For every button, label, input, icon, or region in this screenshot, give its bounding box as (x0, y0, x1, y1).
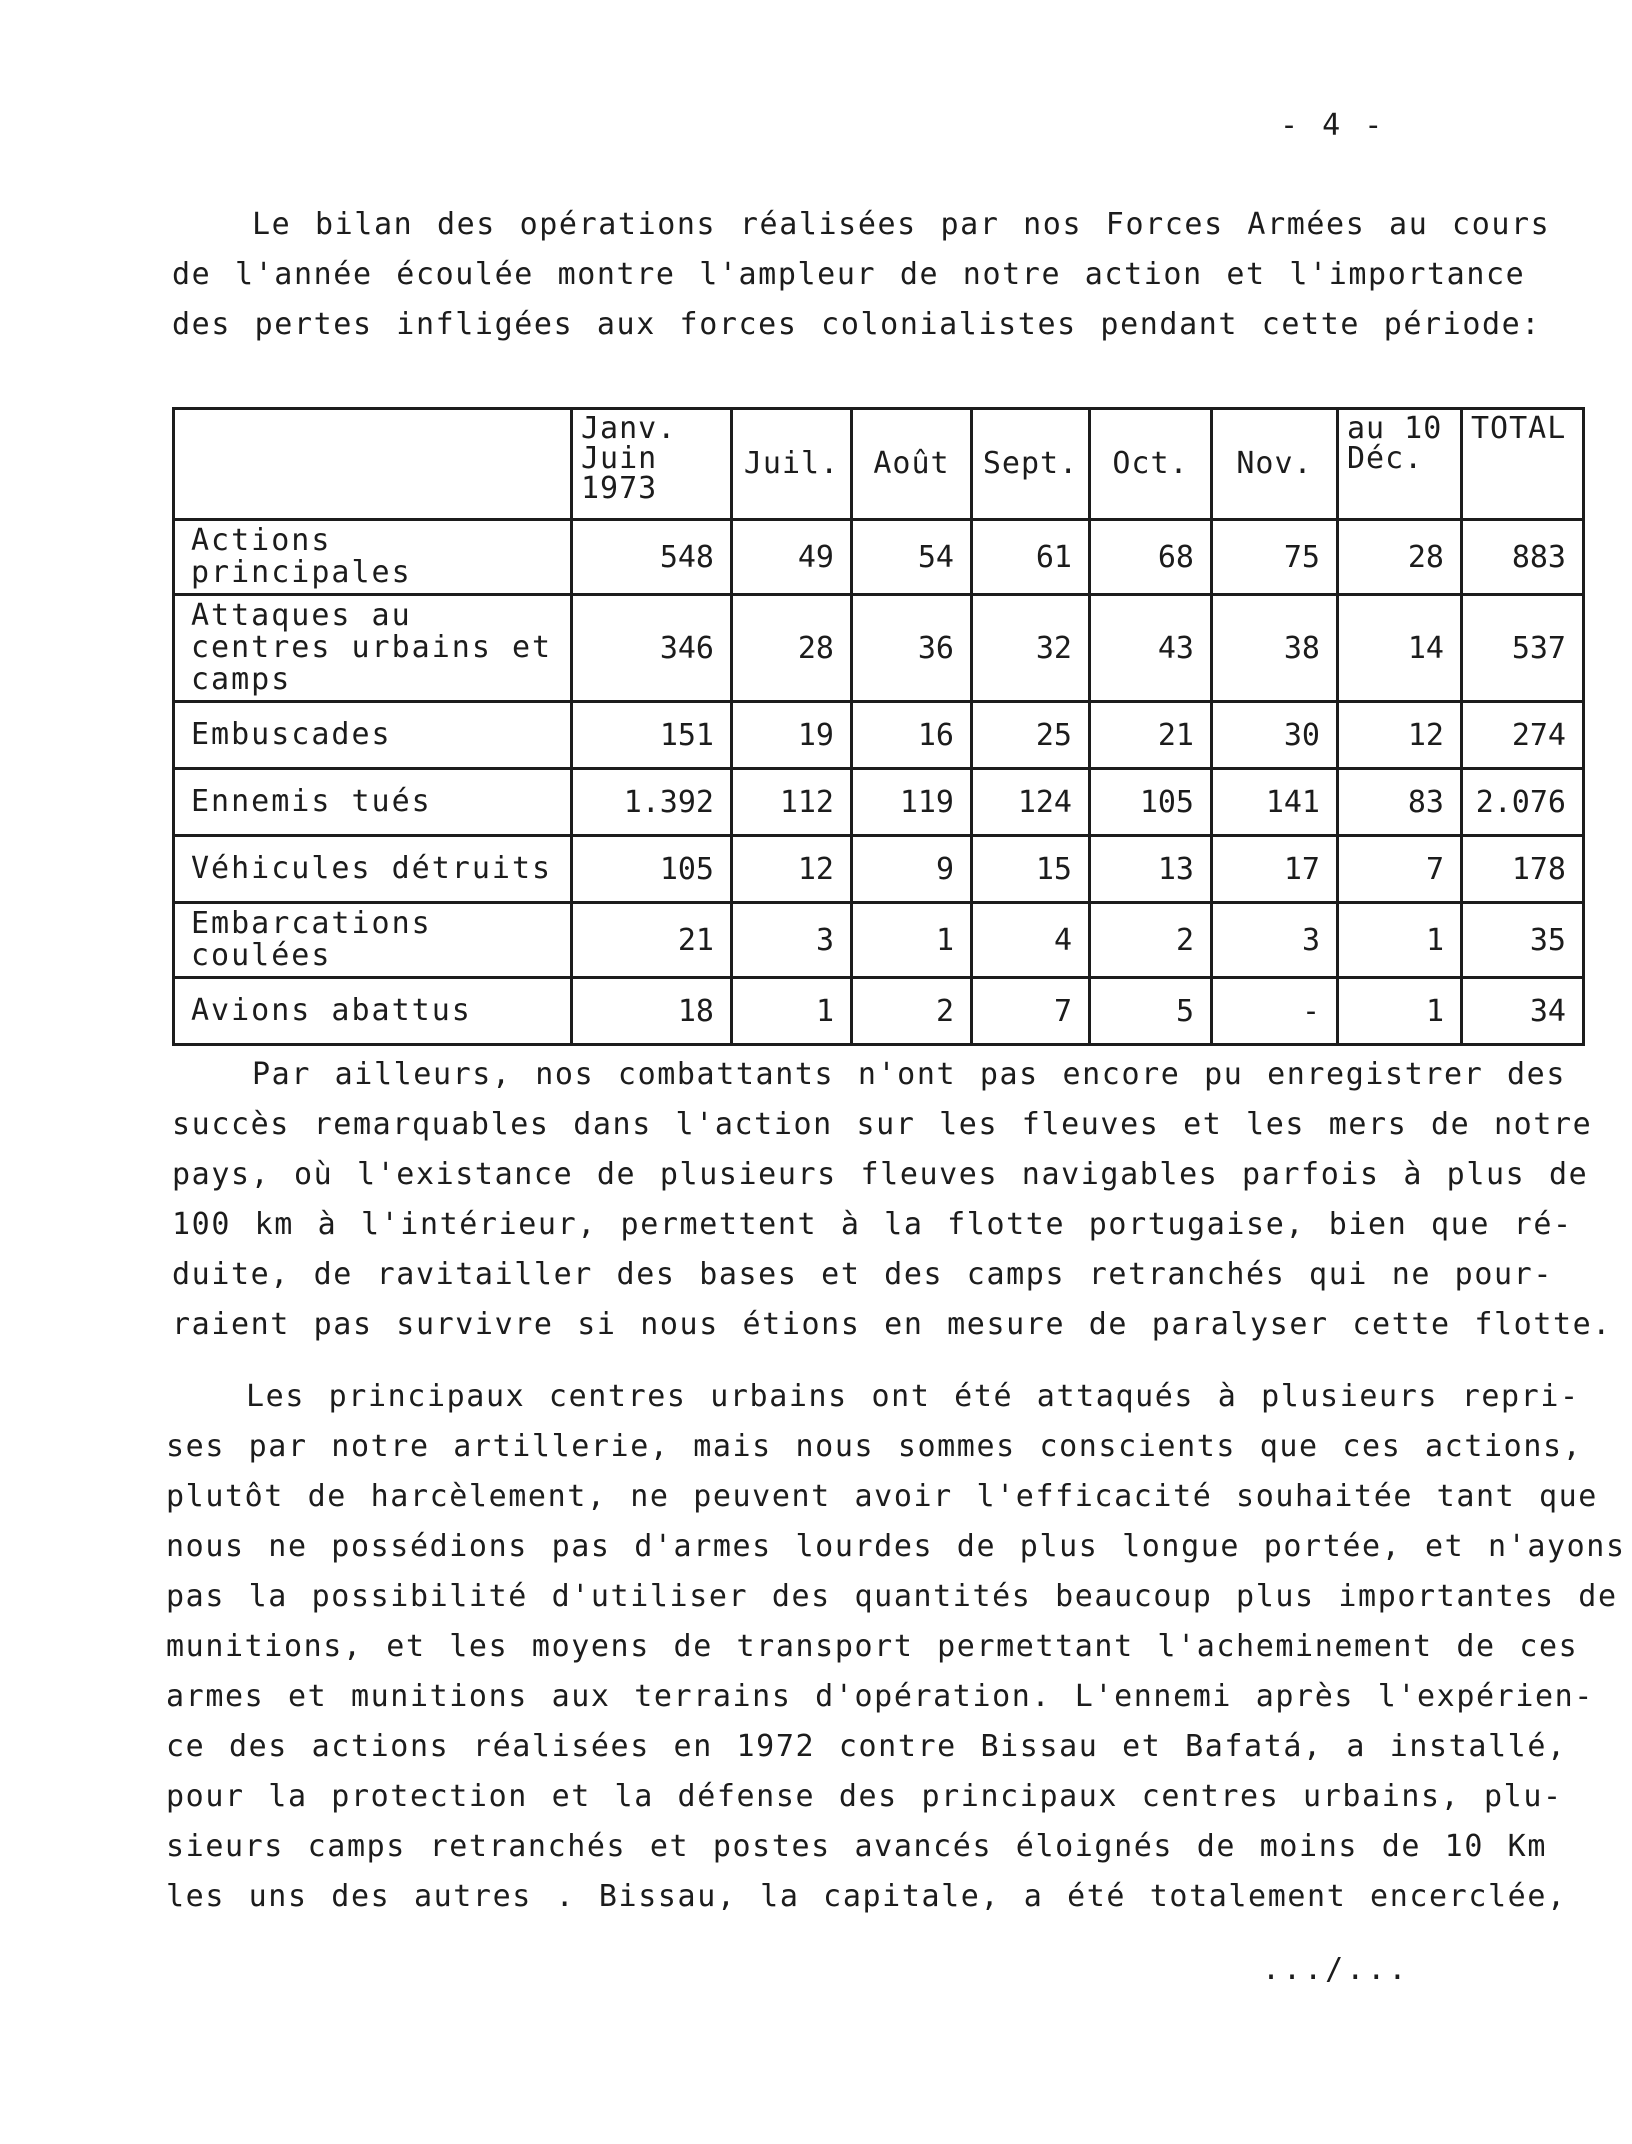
text-line: munitions, et les moyens de transport permettant l'acheminement de ces (166, 1629, 1579, 1664)
table-cell: 16 (852, 702, 972, 769)
table-cell: 7 (972, 978, 1090, 1045)
row-label: Véhicules détruits (174, 836, 572, 903)
continuation-mark: .../... (1262, 1952, 1410, 1987)
table-row (174, 595, 1584, 702)
table-cell: 3 (732, 903, 852, 978)
table-cell: 28 (732, 595, 852, 702)
text-line: nous ne possédions pas d'armes lourdes de plus longue portée, et n'ayons (166, 1529, 1626, 1564)
table-cell: 151 (572, 702, 732, 769)
table-cell: 346 (572, 595, 732, 702)
table-cell: 1 (732, 978, 852, 1045)
table-cell: 178 (1462, 836, 1584, 903)
header-oct: Oct. (1090, 409, 1212, 520)
row-label: Ennemis tués (174, 769, 572, 836)
table-cell: 548 (572, 520, 732, 595)
text-line: ce des actions réalisées en 1972 contre Bissau et Bafatá, a installé, (166, 1729, 1567, 1764)
table-cell: 141 (1212, 769, 1338, 836)
text-line: les uns des autres . Bissau, la capitale, a été totalement encerclée, (166, 1879, 1567, 1914)
table-cell: 7 (1338, 836, 1462, 903)
text-line: Le bilan des opérations réalisées par nos Forces Armées au cours (252, 207, 1551, 242)
table-cell: 4 (972, 903, 1090, 978)
table-cell: 2.076 (1462, 769, 1584, 836)
table-cell: 75 (1212, 520, 1338, 595)
table-cell: 36 (852, 595, 972, 702)
header-dec: au 10 Déc. (1338, 409, 1462, 520)
header-aout: Août (852, 409, 972, 520)
table-cell: 12 (732, 836, 852, 903)
table-cell: 83 (1338, 769, 1462, 836)
table-cell: 38 (1212, 595, 1338, 702)
table-cell: 13 (1090, 836, 1212, 903)
table-cell: 3 (1212, 903, 1338, 978)
text-line: armes et munitions aux terrains d'opération. L'ennemi après l'expérien- (166, 1679, 1594, 1714)
table-cell: 1 (852, 903, 972, 978)
table-cell: 1 (1338, 903, 1462, 978)
table-cell: 12 (1338, 702, 1462, 769)
table-cell: 1.392 (572, 769, 732, 836)
text-line: pays, où l'existance de plusieurs fleuves navigables parfois à plus de (172, 1157, 1589, 1192)
table-cell: 112 (732, 769, 852, 836)
table-cell: 54 (852, 520, 972, 595)
table-cell: - (1212, 978, 1338, 1045)
table-cell: 34 (1462, 978, 1584, 1045)
table-cell: 14 (1338, 595, 1462, 702)
table-cell: 15 (972, 836, 1090, 903)
table-cell: 28 (1338, 520, 1462, 595)
table-cell: 68 (1090, 520, 1212, 595)
table-row (174, 769, 1584, 836)
text-line: plutôt de harcèlement, ne peuvent avoir l'efficacité souhaitée tant que (166, 1479, 1598, 1514)
table-cell: 9 (852, 836, 972, 903)
table-cell: 32 (972, 595, 1090, 702)
table-cell: 5 (1090, 978, 1212, 1045)
table-cell: 2 (852, 978, 972, 1045)
row-label: Actions principales (174, 520, 572, 595)
table-row (174, 702, 1584, 769)
table-cell: 43 (1090, 595, 1212, 702)
table-cell: 35 (1462, 903, 1584, 978)
table-cell: 25 (972, 702, 1090, 769)
table-row (174, 520, 1584, 595)
table-cell: 17 (1212, 836, 1338, 903)
table-cell: 105 (572, 836, 732, 903)
row-label: Embarcations coulées (174, 903, 572, 978)
table-cell: 21 (572, 903, 732, 978)
text-line: pour la protection et la défense des principaux centres urbains, plu- (166, 1779, 1563, 1814)
table-cell: 883 (1462, 520, 1584, 595)
row-label: Avions abattus (174, 978, 572, 1045)
text-line: duite, de ravitailler des bases et des camps retranchés qui ne pour- (172, 1257, 1553, 1292)
table-cell: 2 (1090, 903, 1212, 978)
header-janv-juin: Janv. Juin 1973 (572, 409, 732, 520)
header-sept: Sept. (972, 409, 1090, 520)
text-line: 100 km à l'intérieur, permettent à la flotte portugaise, bien que ré- (172, 1207, 1573, 1242)
text-line: pas la possibilité d'utiliser des quantités beaucoup plus importantes de (166, 1579, 1618, 1614)
table-cell: 119 (852, 769, 972, 836)
table-cell: 21 (1090, 702, 1212, 769)
table-cell: 1 (1338, 978, 1462, 1045)
table-row (174, 836, 1584, 903)
text-line: succès remarquables dans l'action sur les fleuves et les mers de notre (172, 1107, 1593, 1142)
table-cell: 30 (1212, 702, 1338, 769)
table-cell: 105 (1090, 769, 1212, 836)
table-cell: 19 (732, 702, 852, 769)
row-label: Embuscades (174, 702, 572, 769)
text-line: Les principaux centres urbains ont été attaqués à plusieurs repri- (246, 1379, 1580, 1414)
text-line: des pertes infligées aux forces colonialistes pendant cette période: (172, 307, 1541, 342)
table-cell: 18 (572, 978, 732, 1045)
header-nov: Nov. (1212, 409, 1338, 520)
page-number: - 4 - (1280, 108, 1386, 143)
text-line: de l'année écoulée montre l'ampleur de notre action et l'importance (172, 257, 1526, 292)
table-header-row (174, 409, 1584, 520)
text-line: sieurs camps retranchés et postes avancés éloignés de moins de 10 Km (166, 1829, 1547, 1864)
table-cell: 124 (972, 769, 1090, 836)
table-row (174, 978, 1584, 1045)
paragraph-3 (166, 1372, 1626, 1922)
paragraph-2 (172, 1050, 1612, 1350)
operations-table (172, 407, 1585, 1046)
header-empty (174, 409, 572, 520)
intro-paragraph (172, 200, 1551, 350)
header-total: TOTAL (1462, 409, 1584, 520)
table-row (174, 903, 1584, 978)
table-cell: 274 (1462, 702, 1584, 769)
table-cell: 537 (1462, 595, 1584, 702)
text-line: ses par notre artillerie, mais nous sommes conscients que ces actions, (166, 1429, 1583, 1464)
table-cell: 49 (732, 520, 852, 595)
table-cell: 61 (972, 520, 1090, 595)
row-label: Attaques au centres urbains et camps (174, 595, 572, 702)
header-juil: Juil. (732, 409, 852, 520)
text-line: Par ailleurs, nos combattants n'ont pas encore pu enregistrer des (252, 1057, 1566, 1092)
text-line: raient pas survivre si nous étions en mesure de paralyser cette flotte. (172, 1307, 1612, 1342)
